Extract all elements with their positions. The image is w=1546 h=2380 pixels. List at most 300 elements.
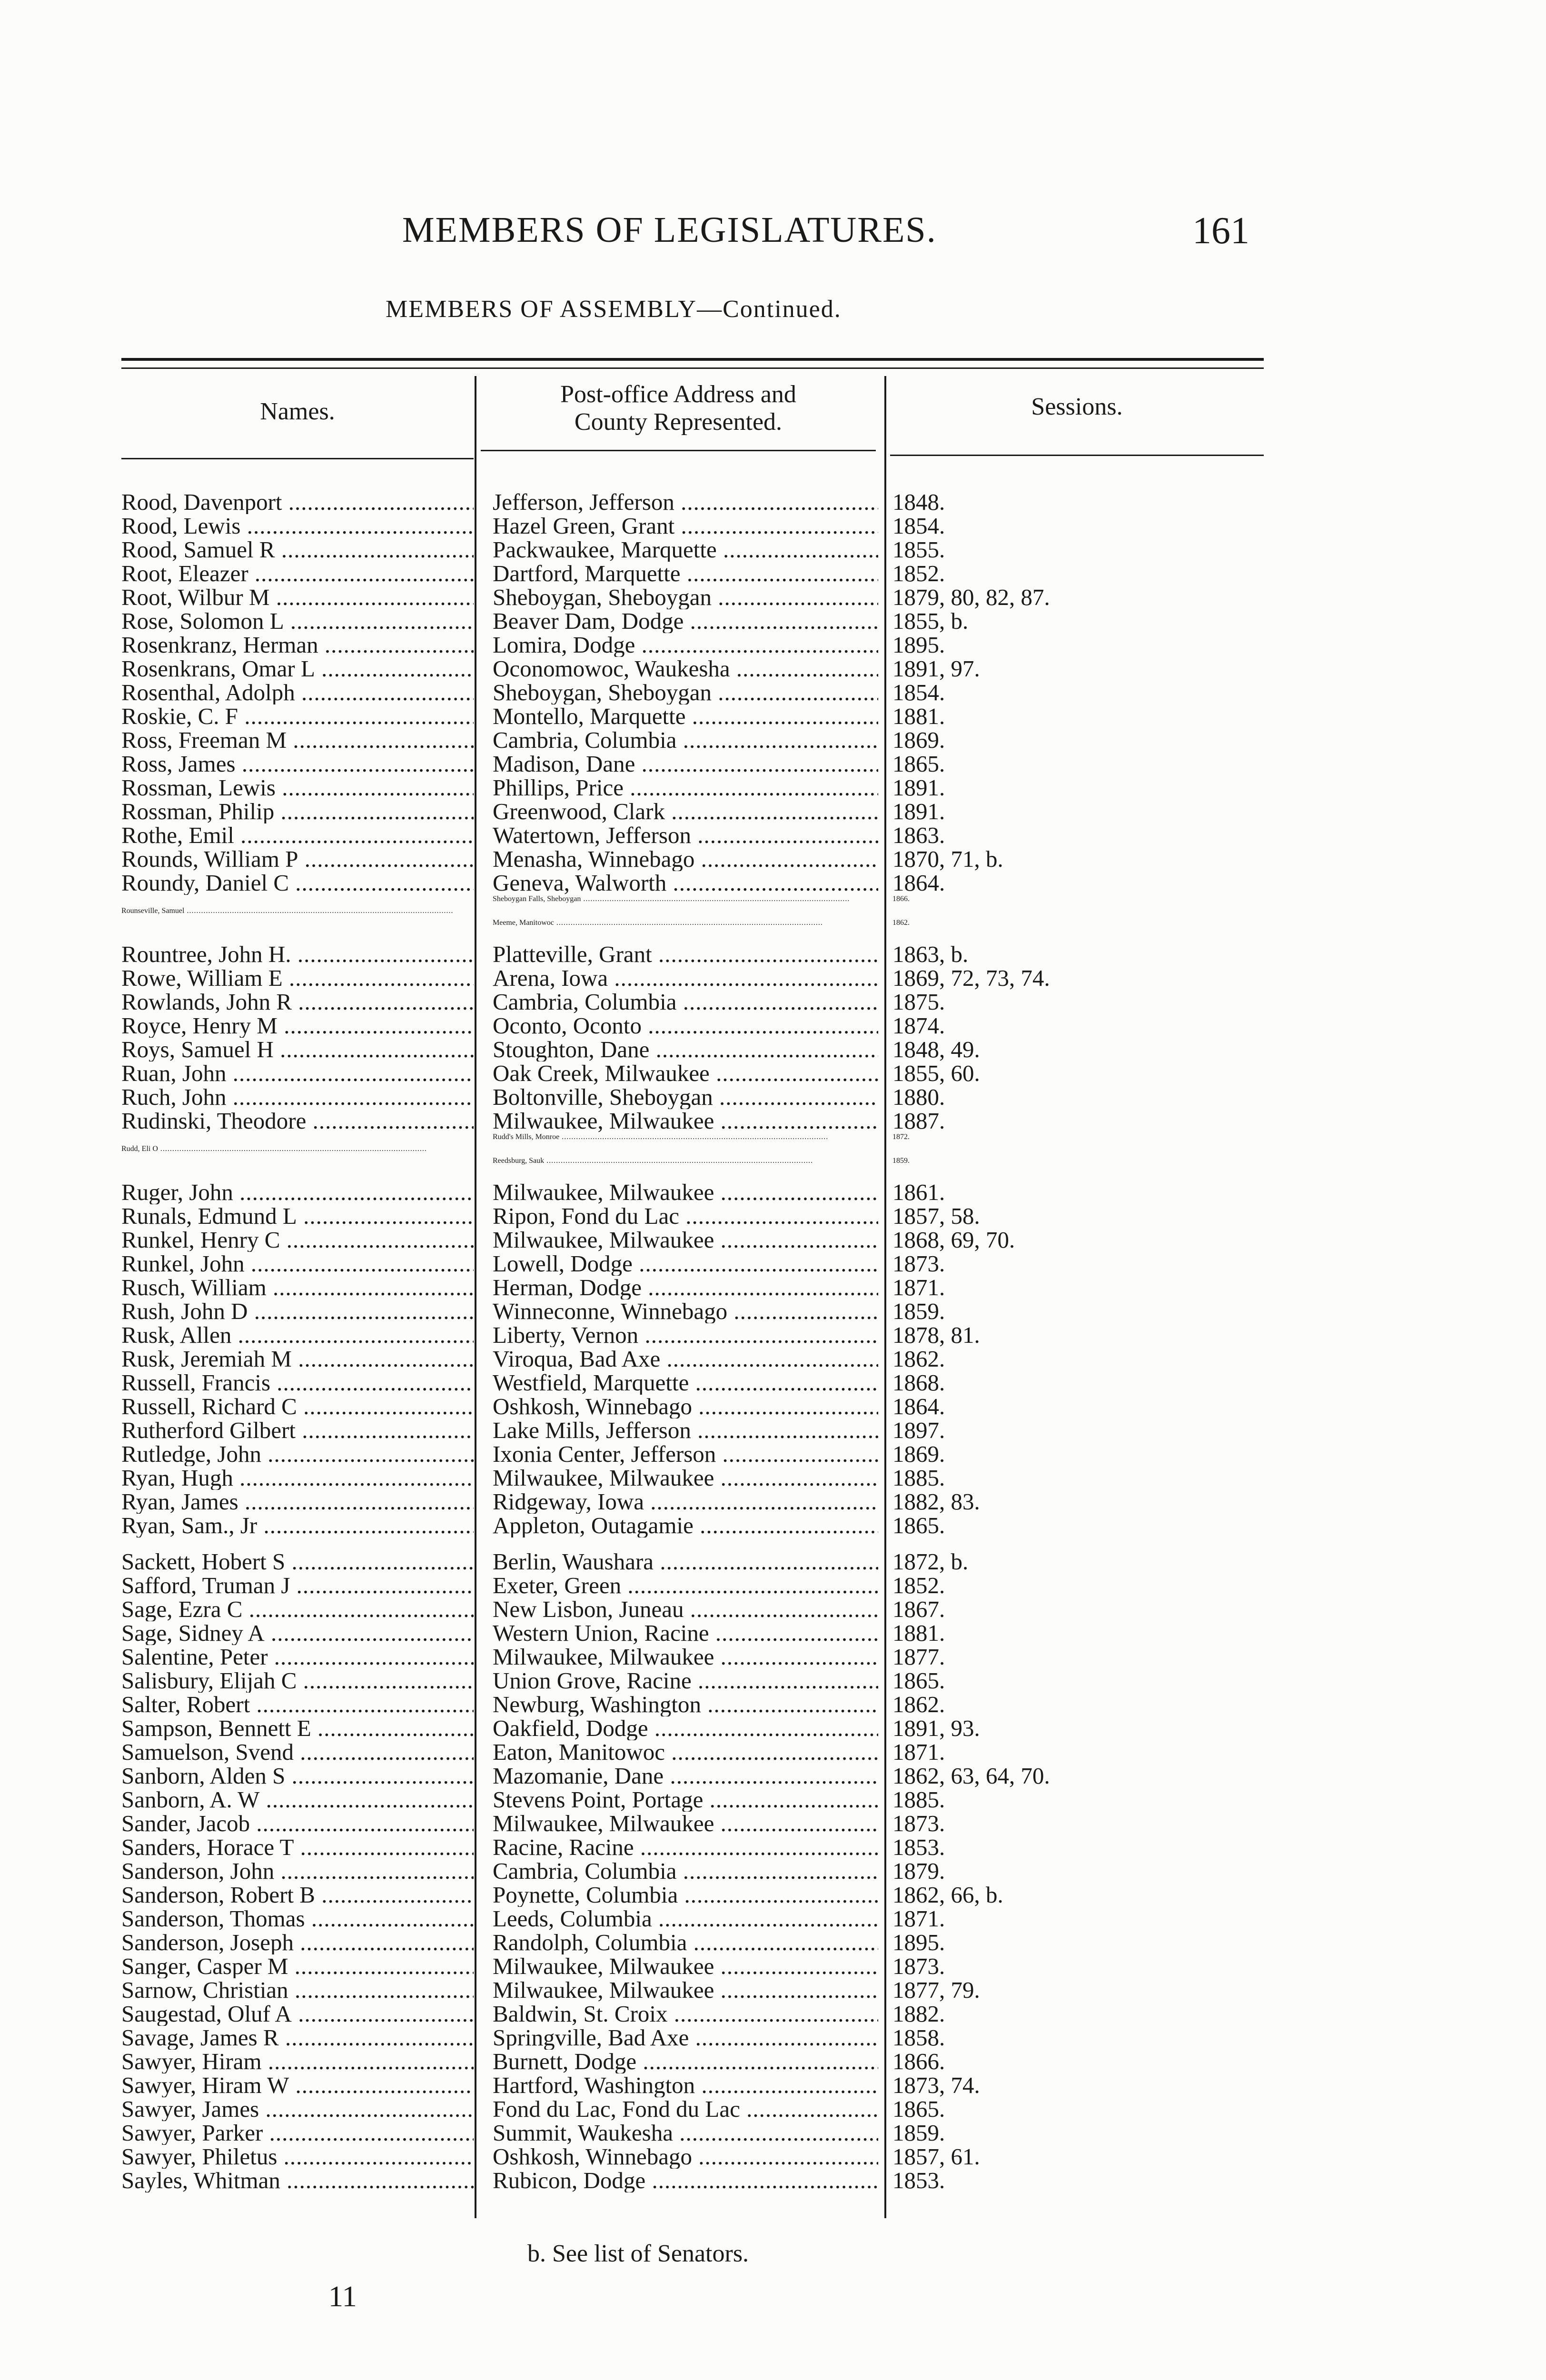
member-sessions: 1885.: [892, 1466, 945, 1490]
member-name: Rose, Solomon L .....: [121, 609, 474, 633]
table-row: [121, 609, 1264, 633]
member-address: Summit, Waukesha .....: [493, 2121, 878, 2145]
member-address: Meeme, Manitowoc .....: [493, 919, 878, 942]
member-sessions: 1871.: [892, 1740, 945, 1764]
table-row: [121, 1621, 1264, 1645]
member-name: Sampson, Bennett E .....: [121, 1716, 474, 1740]
column-header-address: [481, 381, 876, 436]
member-address: Hazel Green, Grant .....: [493, 514, 878, 538]
table-row: [121, 1597, 1264, 1621]
member-address: Platteville, Grant .....: [493, 942, 878, 966]
table-row: [121, 1812, 1264, 1835]
member-sessions: 1848.: [892, 490, 945, 514]
member-address: Ridgeway, Iowa .....: [493, 1490, 878, 1514]
member-address: Stoughton, Dane .....: [493, 1038, 878, 1061]
member-name: Sawyer, Hiram .....: [121, 2050, 474, 2073]
table-row: [121, 2050, 1264, 2073]
top-rule-thin: [121, 367, 1264, 369]
table-row: [121, 2073, 1264, 2097]
members-table: [121, 490, 1264, 2192]
member-sessions: 1873.: [892, 1252, 945, 1276]
member-name: Runkel, Henry C .....: [121, 1228, 474, 1252]
member-address: Poynette, Columbia .....: [493, 1883, 878, 1907]
member-name: Rowe, William E .....: [121, 966, 474, 990]
header-rule-address: [481, 450, 876, 451]
table-row: [121, 2169, 1264, 2192]
member-name: Russell, Francis .....: [121, 1371, 474, 1395]
table-row: [121, 966, 1264, 990]
member-address: Watertown, Jefferson .....: [493, 823, 878, 847]
signature-mark: 11: [328, 2281, 357, 2313]
table-row: [121, 1788, 1264, 1812]
member-name: Sanderson, Robert B .....: [121, 1883, 474, 1907]
table-row: [121, 1574, 1264, 1597]
member-address: Beaver Dam, Dodge .....: [493, 609, 878, 633]
table-row: [121, 1514, 1264, 1537]
member-address: Union Grove, Racine .....: [493, 1669, 878, 1693]
member-sessions: 1868.: [892, 1371, 945, 1395]
table-row: [121, 1442, 1264, 1466]
table-row: [121, 871, 1264, 895]
member-name: Sawyer, Hiram W .....: [121, 2073, 474, 2097]
member-address: Berlin, Waushara .....: [493, 1550, 878, 1574]
table-row: [121, 538, 1264, 562]
member-sessions: 1861.: [892, 1180, 945, 1204]
member-sessions: 1862.: [892, 1347, 945, 1371]
member-name: Sawyer, James .....: [121, 2097, 474, 2121]
table-row: [121, 1740, 1264, 1764]
table-row: [121, 2026, 1264, 2050]
member-name: Ryan, Hugh .....: [121, 1466, 474, 1490]
member-sessions: 1866.: [892, 2050, 945, 2073]
member-sessions: 1862, 63, 64, 70.: [892, 1764, 1050, 1788]
member-sessions: 1873, 74.: [892, 2073, 980, 2097]
page-number: 161: [1192, 210, 1249, 252]
member-name: Rood, Davenport .....: [121, 490, 474, 514]
member-address: Sheboygan, Sheboygan .....: [493, 681, 878, 704]
member-name: Sage, Ezra C .....: [121, 1597, 474, 1621]
member-sessions: 1882.: [892, 2002, 945, 2026]
member-address: Oshkosh, Winnebago .....: [493, 1395, 878, 1418]
table-row: [121, 633, 1264, 657]
page-header: [0, 209, 1546, 262]
member-address: Boltonville, Sheboygan .....: [493, 1085, 878, 1109]
member-address: Mazomanie, Dane .....: [493, 1764, 878, 1788]
member-address: Oconto, Oconto .....: [493, 1014, 878, 1038]
member-name: Ryan, Sam., Jr .....: [121, 1514, 474, 1537]
member-name: Sage, Sidney A .....: [121, 1621, 474, 1645]
member-address: Randolph, Columbia .....: [493, 1931, 878, 1954]
member-address: Rubicon, Dodge .....: [493, 2169, 878, 2192]
member-sessions: 1880.: [892, 1085, 945, 1109]
member-name: Samuelson, Svend .....: [121, 1740, 474, 1764]
header-rule-names: [121, 458, 474, 459]
table-row: [121, 2121, 1264, 2145]
member-address: Winneconne, Winnebago .....: [493, 1299, 878, 1323]
member-name: Sanborn, A. W .....: [121, 1788, 474, 1812]
member-address: Dartford, Marquette .....: [493, 562, 878, 585]
member-address: Lomira, Dodge .....: [493, 633, 878, 657]
member-sessions: 1862, 66, b.: [892, 1883, 1003, 1907]
member-sessions: 1862.: [892, 1693, 945, 1716]
member-sessions: 1871.: [892, 1276, 945, 1299]
table-row: [121, 1180, 1264, 1204]
table-row: [121, 728, 1264, 752]
member-sessions: 1871.: [892, 1907, 945, 1931]
table-row: [121, 847, 1264, 871]
table-row: [121, 1764, 1264, 1788]
member-address: Greenwood, Clark .....: [493, 800, 878, 823]
member-name: Savage, James R .....: [121, 2026, 474, 2050]
table-row: [121, 1133, 1264, 1180]
member-name: Salentine, Peter .....: [121, 1645, 474, 1669]
member-sessions: 1881.: [892, 1621, 945, 1645]
member-sessions: 1874.: [892, 1014, 945, 1038]
table-row: [121, 1276, 1264, 1299]
member-name: Rossman, Philip .....: [121, 800, 474, 823]
member-sessions: 1878, 81.: [892, 1323, 980, 1347]
member-name: Royce, Henry M .....: [121, 1014, 474, 1038]
member-name: Rudd, Eli O .....: [121, 1145, 474, 1153]
table-row: [121, 2145, 1264, 2169]
member-sessions: 1865.: [892, 2097, 945, 2121]
member-address: Milwaukee, Milwaukee .....: [493, 1109, 878, 1133]
table-row: [121, 1954, 1264, 1978]
member-name: Rutledge, John .....: [121, 1442, 474, 1466]
member-address: Exeter, Green .....: [493, 1574, 878, 1597]
member-name: Sander, Jacob .....: [121, 1812, 474, 1835]
member-name: Rood, Lewis .....: [121, 514, 474, 538]
member-address: Arena, Iowa .....: [493, 966, 878, 990]
member-name: Root, Eleazer .....: [121, 562, 474, 585]
table-row: [121, 1859, 1264, 1883]
member-name: Sawyer, Parker .....: [121, 2121, 474, 2145]
member-name: Rusk, Jeremiah M .....: [121, 1347, 474, 1371]
footnote: b. See list of Senators.: [527, 2240, 749, 2267]
member-sessions: 1864.: [892, 1395, 945, 1418]
member-name: Salter, Robert .....: [121, 1693, 474, 1716]
table-row: [121, 1883, 1264, 1907]
member-address: Herman, Dodge .....: [493, 1276, 878, 1299]
member-sessions: 1855.: [892, 538, 945, 562]
top-rule-thick: [121, 358, 1264, 361]
member-name: Rusch, William .....: [121, 1276, 474, 1299]
table-row: [121, 1418, 1264, 1442]
table-row: [121, 1466, 1264, 1490]
table-row: [121, 1299, 1264, 1323]
member-sessions: 1865.: [892, 1669, 945, 1693]
member-sessions: 1854.: [892, 681, 945, 704]
member-sessions: 1859.: [892, 1299, 945, 1323]
member-name: Sanborn, Alden S .....: [121, 1764, 474, 1788]
member-sessions: 1869, 72, 73, 74.: [892, 966, 1050, 990]
table-row: [121, 942, 1264, 966]
member-address: Milwaukee, Milwaukee .....: [493, 1954, 878, 1978]
member-address: Sheboygan, Sheboygan .....: [493, 585, 878, 609]
table-row: [121, 1490, 1264, 1514]
group-r-1: [121, 490, 1264, 895]
column-header-names: Names.: [260, 398, 335, 425]
member-address: Lake Mills, Jefferson .....: [493, 1418, 878, 1442]
table-row: [121, 1907, 1264, 1931]
member-name: Roys, Samuel H .....: [121, 1038, 474, 1061]
table-row: [121, 514, 1264, 538]
member-address: Jefferson, Jefferson .....: [493, 490, 878, 514]
table-row: [121, 704, 1264, 728]
member-sessions: 1866.: [892, 895, 910, 903]
table-row: [121, 1931, 1264, 1954]
table-row: [121, 490, 1264, 514]
table-row: [121, 2097, 1264, 2121]
member-name: Sanderson, Joseph .....: [121, 1931, 474, 1954]
member-sessions: 1859.: [892, 2121, 945, 2145]
member-sessions: 1854.: [892, 514, 945, 538]
member-name: Sackett, Hobert S .....: [121, 1550, 474, 1574]
member-name: Root, Wilbur M .....: [121, 585, 474, 609]
member-address: Fond du Lac, Fond du Lac .....: [493, 2097, 878, 2121]
table-row: [121, 657, 1264, 681]
member-address: Milwaukee, Milwaukee .....: [493, 1180, 878, 1204]
table-row: [121, 1228, 1264, 1252]
member-name: Salisbury, Elijah C .....: [121, 1669, 474, 1693]
member-sessions: 1862.: [892, 919, 910, 927]
table-row: [121, 823, 1264, 847]
table-row: [121, 2002, 1264, 2026]
member-name: Rosenkrans, Omar L .....: [121, 657, 474, 681]
member-name: Sayles, Whitman .....: [121, 2169, 474, 2192]
member-name: Sanders, Horace T .....: [121, 1835, 474, 1859]
member-name: Rush, John D .....: [121, 1299, 474, 1323]
member-sessions: 1863, b.: [892, 942, 969, 966]
member-name: Ruch, John .....: [121, 1085, 474, 1109]
group-s: [121, 1550, 1264, 2192]
member-name: Roundy, Daniel C .....: [121, 871, 474, 895]
member-sessions: 1891.: [892, 776, 945, 800]
member-address: Milwaukee, Milwaukee .....: [493, 1228, 878, 1252]
member-sessions: 1859.: [892, 1157, 910, 1165]
table-row: [121, 1085, 1264, 1109]
member-name: Runals, Edmund L .....: [121, 1204, 474, 1228]
table-row: [121, 895, 1264, 942]
member-sessions: 1887.: [892, 1109, 945, 1133]
column-header-address-line1: Post-office Address and: [560, 381, 796, 408]
member-sessions: 1875.: [892, 990, 945, 1014]
member-sessions: 1869.: [892, 728, 945, 752]
member-sessions: 1879.: [892, 1859, 945, 1883]
member-sessions: 1855, b.: [892, 609, 969, 633]
member-name: Rudinski, Theodore .....: [121, 1109, 474, 1133]
column-header-address-line2: County Represented.: [574, 408, 783, 436]
table-row: [121, 800, 1264, 823]
member-address: Cambria, Columbia .....: [493, 990, 878, 1014]
member-name: Rutherford Gilbert .....: [121, 1418, 474, 1442]
member-sessions: 1895.: [892, 633, 945, 657]
member-name: Sanger, Casper M .....: [121, 1954, 474, 1978]
member-address: Milwaukee, Milwaukee .....: [493, 1645, 878, 1669]
section-heading: MEMBERS OF ASSEMBLY—Continued.: [386, 296, 842, 323]
member-address: Oakfield, Dodge .....: [493, 1716, 878, 1740]
member-name: Rothe, Emil .....: [121, 823, 474, 847]
member-sessions: 1885.: [892, 1788, 945, 1812]
member-name: Ross, James .....: [121, 752, 474, 776]
table-row: [121, 1645, 1264, 1669]
member-name: Ross, Freeman M .....: [121, 728, 474, 752]
member-address: Madison, Dane .....: [493, 752, 878, 776]
member-sessions: 1858.: [892, 2026, 945, 2050]
member-name: Rood, Samuel R .....: [121, 538, 474, 562]
member-address: Milwaukee, Milwaukee .....: [493, 1978, 878, 2002]
member-address: Liberty, Vernon .....: [493, 1323, 878, 1347]
member-name: Rusk, Allen .....: [121, 1323, 474, 1347]
member-sessions: 1865.: [892, 752, 945, 776]
member-sessions: 1891, 93.: [892, 1716, 980, 1740]
member-sessions: 1897.: [892, 1418, 945, 1442]
member-name: Rowlands, John R .....: [121, 990, 474, 1014]
member-address: Sheboygan Falls, Sheboygan .....: [493, 895, 878, 919]
member-address: New Lisbon, Juneau .....: [493, 1597, 878, 1621]
member-address: Newburg, Washington .....: [493, 1693, 878, 1716]
table-row: [121, 1978, 1264, 2002]
member-name: Runkel, John .....: [121, 1252, 474, 1276]
member-sessions: 1865.: [892, 1514, 945, 1537]
member-address: Lowell, Dodge .....: [493, 1252, 878, 1276]
table-row: [121, 585, 1264, 609]
member-name: Rosenkranz, Herman .....: [121, 633, 474, 657]
member-address: Menasha, Winnebago .....: [493, 847, 878, 871]
member-sessions: 1855, 60.: [892, 1061, 980, 1085]
table-row: [121, 681, 1264, 704]
table-row: [121, 1204, 1264, 1228]
member-address: Eaton, Manitowoc .....: [493, 1740, 878, 1764]
member-address: Milwaukee, Milwaukee .....: [493, 1812, 878, 1835]
member-name: Sanderson, John .....: [121, 1859, 474, 1883]
member-sessions: 1869.: [892, 1442, 945, 1466]
member-sessions: 1857, 61.: [892, 2145, 980, 2169]
member-sessions: 1848, 49.: [892, 1038, 980, 1061]
table-row: [121, 1835, 1264, 1859]
member-address: Stevens Point, Portage .....: [493, 1788, 878, 1812]
member-address: Western Union, Racine .....: [493, 1621, 878, 1645]
table-row: [121, 1061, 1264, 1085]
member-name: Rossman, Lewis .....: [121, 776, 474, 800]
member-address: Baldwin, St. Croix .....: [493, 2002, 878, 2026]
member-sessions: 1891, 97.: [892, 657, 980, 681]
member-sessions: 1852.: [892, 1574, 945, 1597]
member-address: Oshkosh, Winnebago .....: [493, 2145, 878, 2169]
member-name: Safford, Truman J .....: [121, 1574, 474, 1597]
member-name: Rountree, John H. .....: [121, 942, 474, 966]
table-row: [121, 1323, 1264, 1347]
table-row: [121, 1252, 1264, 1276]
table-row: [121, 990, 1264, 1014]
member-address: Milwaukee, Milwaukee .....: [493, 1466, 878, 1490]
member-address: Hartford, Washington .....: [493, 2073, 878, 2097]
member-sessions: 1881.: [892, 704, 945, 728]
member-sessions: 1877, 79.: [892, 1978, 980, 2002]
member-sessions: 1867.: [892, 1597, 945, 1621]
member-sessions: 1872, b.: [892, 1550, 969, 1574]
table-row: [121, 1014, 1264, 1038]
member-name: Ruan, John .....: [121, 1061, 474, 1085]
member-address: Geneva, Walworth .....: [493, 871, 878, 895]
member-name: Saugestad, Oluf A .....: [121, 2002, 474, 2026]
member-name: Rosenthal, Adolph .....: [121, 681, 474, 704]
member-address: Appleton, Outagamie .....: [493, 1514, 878, 1537]
member-sessions: 1868, 69, 70.: [892, 1228, 1015, 1252]
member-sessions: 1852.: [892, 562, 945, 585]
member-address: Cambria, Columbia .....: [493, 1859, 878, 1883]
member-sessions: 1873.: [892, 1812, 945, 1835]
member-sessions: 1857, 58.: [892, 1204, 980, 1228]
table-row: [121, 752, 1264, 776]
member-address: Phillips, Price .....: [493, 776, 878, 800]
member-sessions: 1853.: [892, 2169, 945, 2192]
table-row: [121, 1550, 1264, 1574]
table-row: [121, 1716, 1264, 1740]
member-address: Rudd's Mills, Monroe .....: [493, 1133, 878, 1157]
member-address: Burnett, Dodge .....: [493, 2050, 878, 2073]
member-sessions: 1895.: [892, 1931, 945, 1954]
table-row: [121, 1669, 1264, 1693]
member-sessions: 1870, 71, b.: [892, 847, 1003, 871]
member-name: Ruger, John .....: [121, 1180, 474, 1204]
member-address: Racine, Racine .....: [493, 1835, 878, 1859]
member-address: Leeds, Columbia .....: [493, 1907, 878, 1931]
member-name: Russell, Richard C .....: [121, 1395, 474, 1418]
member-name: Rounseville, Samuel .....: [121, 907, 474, 915]
table-row: [121, 1109, 1264, 1133]
table-row: [121, 1693, 1264, 1716]
member-sessions: 1877.: [892, 1645, 945, 1669]
member-address: Oconomowoc, Waukesha .....: [493, 657, 878, 681]
group-r-3: [121, 1180, 1264, 1537]
member-address: Cambria, Columbia .....: [493, 728, 878, 752]
table-row: [121, 562, 1264, 585]
member-sessions: 1879, 80, 82, 87.: [892, 585, 1050, 609]
member-sessions: 1873.: [892, 1954, 945, 1978]
member-sessions: 1891.: [892, 800, 945, 823]
member-sessions: 1863.: [892, 823, 945, 847]
member-sessions: 1882, 83.: [892, 1490, 980, 1514]
member-address: Ripon, Fond du Lac .....: [493, 1204, 878, 1228]
table-row: [121, 776, 1264, 800]
member-sessions: 1872.: [892, 1133, 910, 1141]
member-name: Ryan, James .....: [121, 1490, 474, 1514]
member-address: Packwaukee, Marquette .....: [493, 538, 878, 562]
member-name: Rounds, William P .....: [121, 847, 474, 871]
member-address: Reedsburg, Sauk .....: [493, 1157, 878, 1180]
member-name: Sawyer, Philetus .....: [121, 2145, 474, 2169]
member-name: Sanderson, Thomas .....: [121, 1907, 474, 1931]
member-sessions: 1853.: [892, 1835, 945, 1859]
member-address: Oak Creek, Milwaukee .....: [493, 1061, 878, 1085]
running-title: MEMBERS OF LEGISLATURES.: [402, 210, 937, 250]
header-rule-sessions: [890, 455, 1264, 456]
table-row: [121, 1395, 1264, 1418]
member-address: Viroqua, Bad Axe .....: [493, 1347, 878, 1371]
group-r-2: [121, 942, 1264, 1133]
member-address: Montello, Marquette .....: [493, 704, 878, 728]
table-row: [121, 1371, 1264, 1395]
member-sessions: 1864.: [892, 871, 945, 895]
table-row: [121, 1347, 1264, 1371]
table-row: [121, 1038, 1264, 1061]
member-address: Ixonia Center, Jefferson .....: [493, 1442, 878, 1466]
member-address: Springville, Bad Axe .....: [493, 2026, 878, 2050]
member-name: Sarnow, Christian .....: [121, 1978, 474, 2002]
member-name: Roskie, C. F .....: [121, 704, 474, 728]
column-header-sessions: Sessions.: [1031, 393, 1123, 420]
